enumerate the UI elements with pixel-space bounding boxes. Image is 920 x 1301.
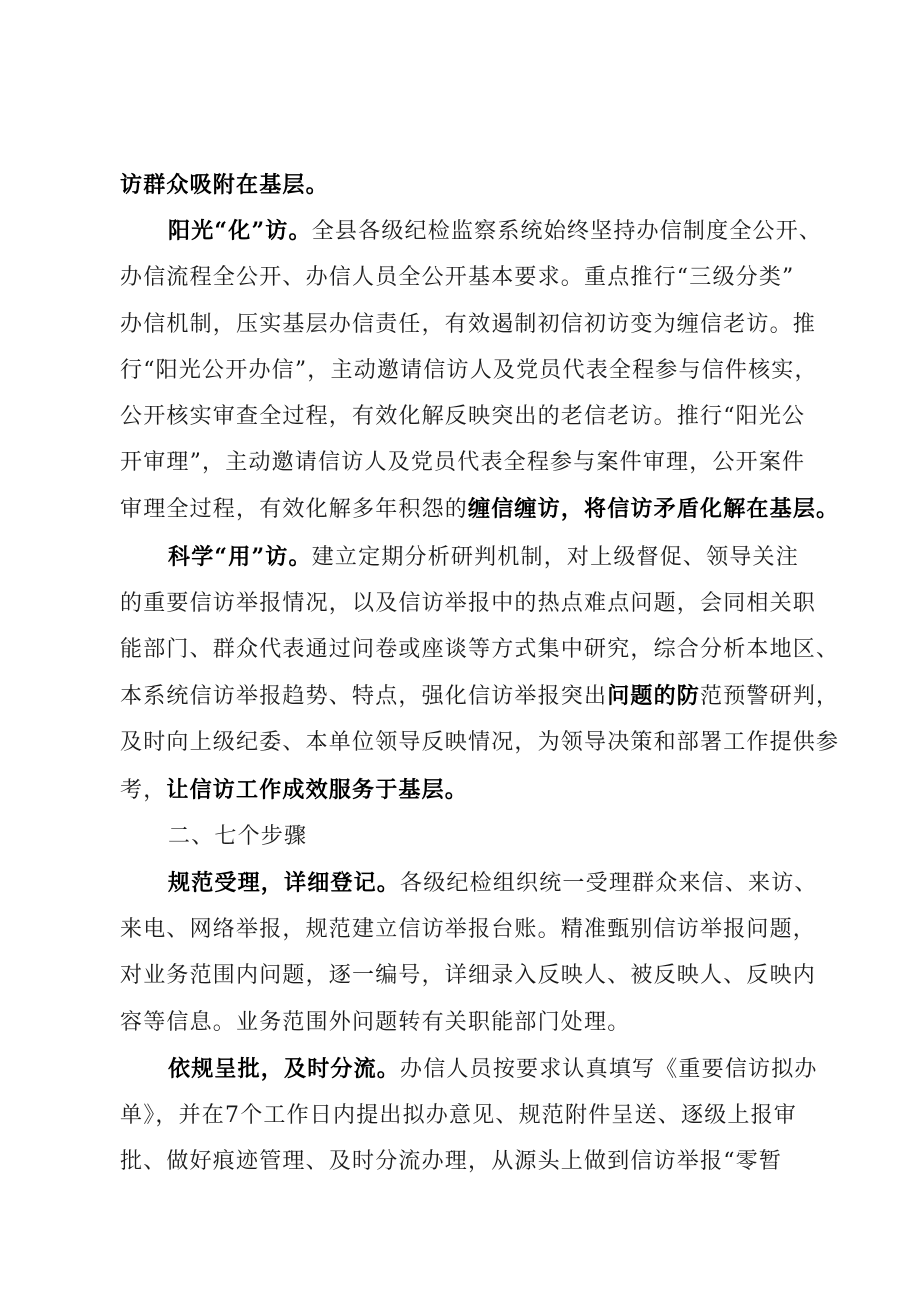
text-line [120,767,820,814]
paragraph-lead-heading: 规范受理，详细登记。 [168,870,401,897]
bold-text-run: 缠信缠访，将信访矛盾化解在基层。 [468,496,840,523]
text-run: 各级纪检组织统一受理群众来信、来访、 [400,871,818,897]
bold-text-run: 问题的防 [607,683,701,710]
text-line: 来电、网络举报，规范建立信访举报台账。精准甄别信访举报问题， [120,917,817,943]
text-run: 办信人员按要求认真填写《重要信访拟办 [400,1056,818,1082]
text-line: 办信流程全公开、办信人员全公开基本要求。重点推行“三级分类” [120,265,795,291]
text-line [120,534,820,581]
text-run: 全县各级纪检监察系统始终坚持办信制度全公开、 [311,219,823,245]
text-run: 审理全过程，有效化解多年积怨的 [120,497,469,523]
text-run: 范预警研判， [700,684,840,710]
text-line [120,1046,820,1093]
text-line: 的重要信访举报情况，以及信访举报中的热点难点问题，会同相关职 [120,590,817,616]
text-line [120,673,840,720]
text-line: 批、做好痕迹管理、及时分流办理，从源头上做到信访举报“零暂 [120,1149,783,1175]
text-line: 及时向上级纪委、本单位领导反映情况，为领导决策和部署工作提供参 [120,730,840,756]
text-run: 建立定期分析研判机制，对上级督促、领导关注 [311,544,799,570]
text-line [120,208,823,255]
paragraph-continuation [120,162,820,208]
text-line: 对业务范围内问题，逐一编号，详细录入反映人、被反映人、反映内 [120,963,817,989]
paragraph-sunshine-visits [120,208,840,533]
text-line: 访群众吸附在基层。 [120,172,329,198]
paragraph-scientific-use [120,534,840,814]
text-line: 公开核实审查全过程，有效化解反映突出的老信老访。推行“阳光公 [120,404,806,430]
text-line: 开审理”，主动邀请信访人及党员代表全程参与案件审理，公开案件 [120,450,806,476]
section-heading-text: 二、七个步骤 [168,823,308,849]
paragraph-approval-dispatch [120,1046,820,1186]
text-run: 考， [120,777,167,803]
section-heading [120,814,820,860]
text-line: 行“阳光公开办信”，主动邀请信访人及党员代表全程参与信件核实， [120,357,818,383]
paragraph-standard-acceptance [120,860,820,1046]
bold-text-run: 让信访工作成效服务于基层。 [166,776,469,803]
text-run: 本系统信访举报趋势、特点，强化信访举报突出 [120,684,608,710]
paragraph-lead-heading: 依规呈批，及时分流。 [168,1055,401,1082]
text-line: 办信机制，压实基层办信责任，有效遏制初信初访变为缠信老访。推 [120,311,817,337]
text-line: 容等信息。业务范围外问题转有关职能部门处理。 [120,1009,631,1035]
text-line [120,486,840,533]
text-line [120,860,820,907]
text-line: 能部门、群众代表通过问卷或座谈等方式集中研究，综合分析本地区、 [120,637,840,663]
paragraph-lead-heading: 阳光“化”访。 [168,218,312,245]
paragraph-lead-heading: 科学“用”访。 [168,543,312,570]
document-body [120,162,840,1185]
text-line: 单》，并在7个工作日内提出拟办意见、规范附件呈送、逐级上报审 [120,1103,797,1129]
